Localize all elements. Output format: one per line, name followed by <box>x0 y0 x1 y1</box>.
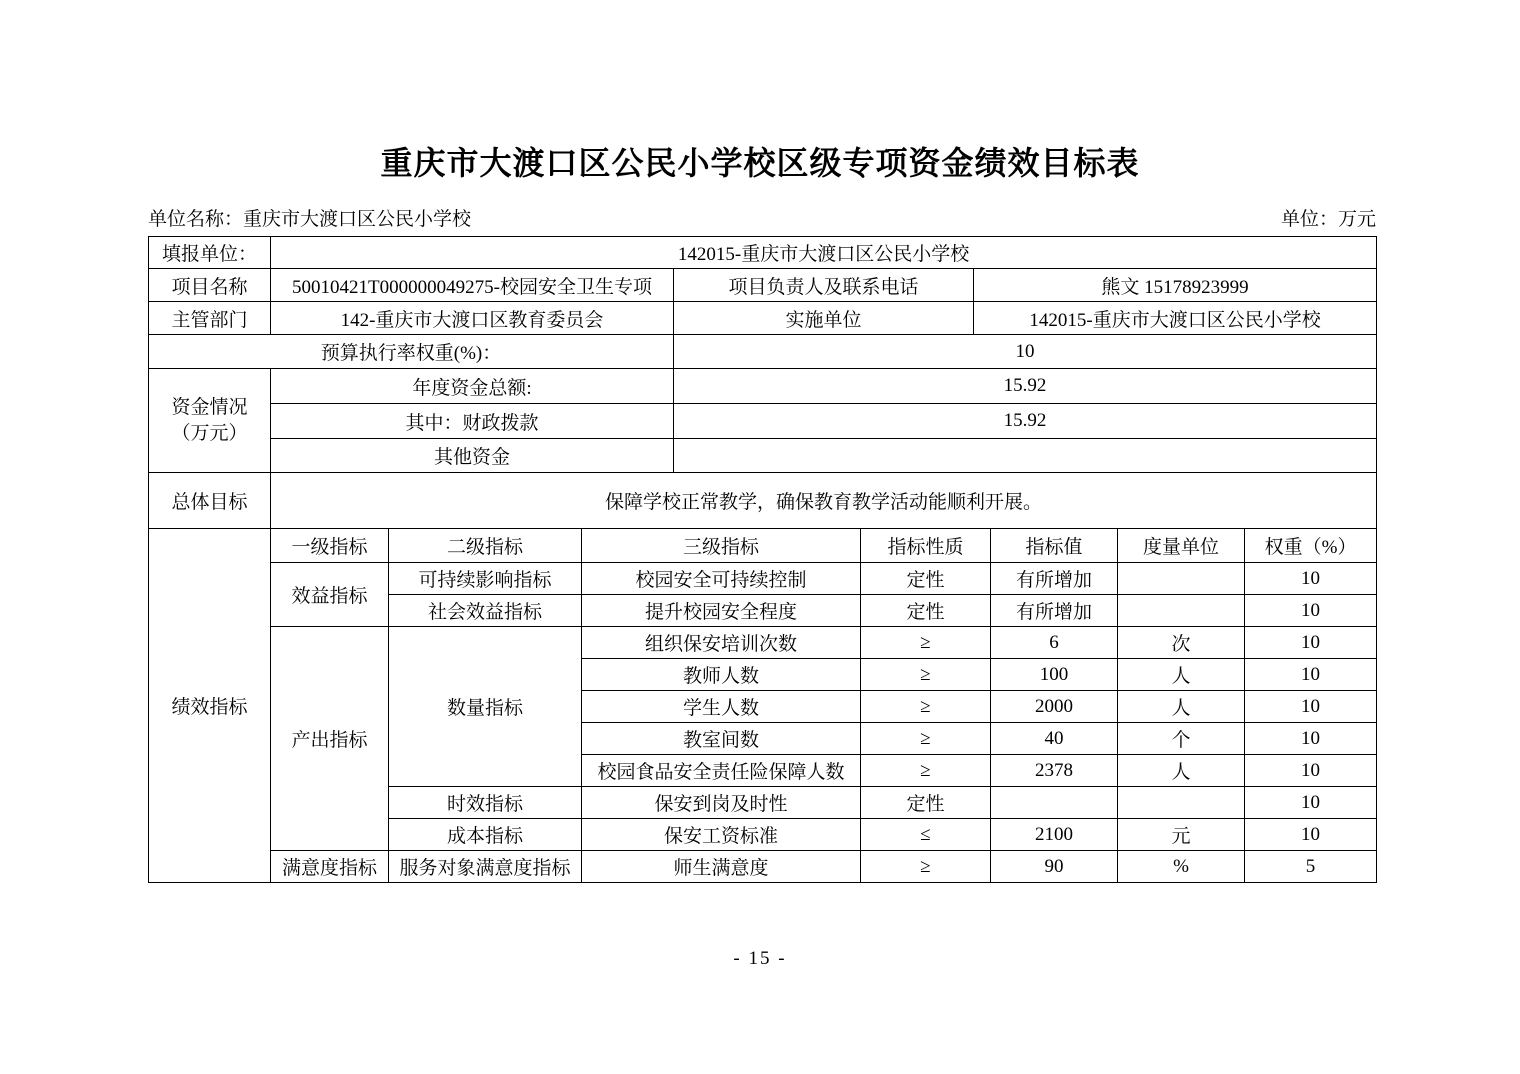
filing-unit-label: 填报单位： <box>149 237 271 269</box>
level2-label: 成本指标 <box>389 819 582 851</box>
indicator-row <box>149 563 1377 595</box>
indicator-weight: 10 <box>1245 755 1377 787</box>
header-value: 指标值 <box>991 529 1118 563</box>
funds-other-label: 其他资金 <box>271 439 674 473</box>
level2-label: 时效指标 <box>389 787 582 819</box>
performance-target-table <box>148 236 1377 883</box>
dept-label: 主管部门 <box>149 302 271 335</box>
meta-line <box>148 204 1376 231</box>
indicator-value: 100 <box>991 659 1118 691</box>
table-row <box>149 439 1377 473</box>
indicator-weight: 10 <box>1245 819 1377 851</box>
indicator-unit <box>1118 563 1245 595</box>
indicator-value: 2100 <box>991 819 1118 851</box>
indicator-unit: % <box>1118 851 1245 883</box>
header-unit: 度量单位 <box>1118 529 1245 563</box>
funds-group-line1: 资金情况 <box>171 396 248 418</box>
level3-label: 保安到岗及时性 <box>582 787 861 819</box>
indicator-nature: ≥ <box>861 627 991 659</box>
table-row <box>149 335 1377 369</box>
indicator-unit: 人 <box>1118 659 1245 691</box>
level2-quantity: 数量指标 <box>389 627 582 787</box>
indicator-unit: 次 <box>1118 627 1245 659</box>
indicator-weight: 10 <box>1245 787 1377 819</box>
level3-label: 教师人数 <box>582 659 861 691</box>
indicator-row <box>149 627 1377 659</box>
page-title: 重庆市大渡口区公民小学校区级专项资金绩效目标表 <box>380 145 1140 181</box>
header-weight: 权重（%） <box>1245 529 1377 563</box>
table-row <box>149 404 1377 439</box>
indicator-value: 有所增加 <box>991 563 1118 595</box>
unit-name-label: 单位名称：重庆市大渡口区公民小学校 <box>148 209 472 230</box>
funds-total-value: 15.92 <box>674 369 1377 404</box>
impl-unit-value: 142015-重庆市大渡口区公民小学校 <box>974 302 1377 335</box>
budget-rate-label: 预算执行率权重(%)： <box>149 335 674 369</box>
dept-value: 142-重庆市大渡口区教育委员会 <box>271 302 674 335</box>
indicator-unit: 个 <box>1118 723 1245 755</box>
indicator-nature: 定性 <box>861 595 991 627</box>
funds-fiscal-value: 15.92 <box>674 404 1377 439</box>
budget-rate-value: 10 <box>674 335 1377 369</box>
indicator-nature: ≥ <box>861 755 991 787</box>
header-level2: 二级指标 <box>389 529 582 563</box>
indicator-weight: 10 <box>1245 563 1377 595</box>
indicator-unit: 人 <box>1118 755 1245 787</box>
indicator-row <box>149 851 1377 883</box>
funds-other-value <box>674 439 1377 473</box>
indicator-unit <box>1118 787 1245 819</box>
indicator-value <box>991 787 1118 819</box>
indicator-value: 40 <box>991 723 1118 755</box>
indicator-nature: ≥ <box>861 659 991 691</box>
level3-label: 提升校园安全程度 <box>582 595 861 627</box>
header-level1: 一级指标 <box>271 529 389 563</box>
indicator-weight: 10 <box>1245 595 1377 627</box>
header-nature: 指标性质 <box>861 529 991 563</box>
indicator-value: 2000 <box>991 691 1118 723</box>
indicator-nature: 定性 <box>861 787 991 819</box>
indicator-unit: 元 <box>1118 819 1245 851</box>
level3-label: 组织保安培训次数 <box>582 627 861 659</box>
project-manager-value: 熊文 15178923999 <box>974 269 1377 302</box>
level3-label: 校园食品安全责任险保障人数 <box>582 755 861 787</box>
table-row <box>149 369 1377 404</box>
project-name-value: 50010421T000000049275-校园安全卫生专项 <box>271 269 674 302</box>
indicator-value: 有所增加 <box>991 595 1118 627</box>
indicator-unit: 人 <box>1118 691 1245 723</box>
overall-goal-value: 保障学校正常教学，确保教育教学活动能顺利开展。 <box>271 473 1377 529</box>
indicator-weight: 5 <box>1245 851 1377 883</box>
level3-label: 师生满意度 <box>582 851 861 883</box>
indicator-nature: ≥ <box>861 723 991 755</box>
indicator-weight: 10 <box>1245 627 1377 659</box>
overall-goal-label: 总体目标 <box>149 473 271 529</box>
table-row <box>149 302 1377 335</box>
impl-unit-label: 实施单位 <box>674 302 974 335</box>
level2-label: 可持续影响指标 <box>389 563 582 595</box>
funds-fiscal-label: 其中：财政拨款 <box>271 404 674 439</box>
unit-label: 单位：万元 <box>1280 209 1376 230</box>
project-manager-label: 项目负责人及联系电话 <box>674 269 974 302</box>
indicator-value: 2378 <box>991 755 1118 787</box>
project-name-label: 项目名称 <box>149 269 271 302</box>
indicator-group-label: 绩效指标 <box>149 529 271 883</box>
level3-label: 教室间数 <box>582 723 861 755</box>
indicator-weight: 10 <box>1245 723 1377 755</box>
table-row <box>149 473 1377 529</box>
indicator-nature: ≥ <box>861 851 991 883</box>
level1-satisfaction: 满意度指标 <box>271 851 389 883</box>
table-row <box>149 237 1377 269</box>
indicator-weight: 10 <box>1245 659 1377 691</box>
level1-benefit: 效益指标 <box>271 563 389 627</box>
indicator-nature: 定性 <box>861 563 991 595</box>
indicator-value: 90 <box>991 851 1118 883</box>
indicator-weight: 10 <box>1245 691 1377 723</box>
indicator-value: 6 <box>991 627 1118 659</box>
funds-total-label: 年度资金总额: <box>271 369 674 404</box>
filing-unit-value: 142015-重庆市大渡口区公民小学校 <box>271 237 1377 269</box>
indicator-nature: ≥ <box>861 691 991 723</box>
funds-group-label <box>149 369 271 473</box>
table-row <box>149 269 1377 302</box>
page-number: - 15 - <box>733 948 787 969</box>
level1-output: 产出指标 <box>271 627 389 851</box>
indicator-nature: ≤ <box>861 819 991 851</box>
level2-label: 服务对象满意度指标 <box>389 851 582 883</box>
level3-label: 学生人数 <box>582 691 861 723</box>
indicator-header-row <box>149 529 1377 563</box>
level3-label: 校园安全可持续控制 <box>582 563 861 595</box>
funds-group-line2: （万元） <box>171 422 248 444</box>
indicator-unit <box>1118 595 1245 627</box>
level2-label: 社会效益指标 <box>389 595 582 627</box>
header-level3: 三级指标 <box>582 529 861 563</box>
level3-label: 保安工资标准 <box>582 819 861 851</box>
